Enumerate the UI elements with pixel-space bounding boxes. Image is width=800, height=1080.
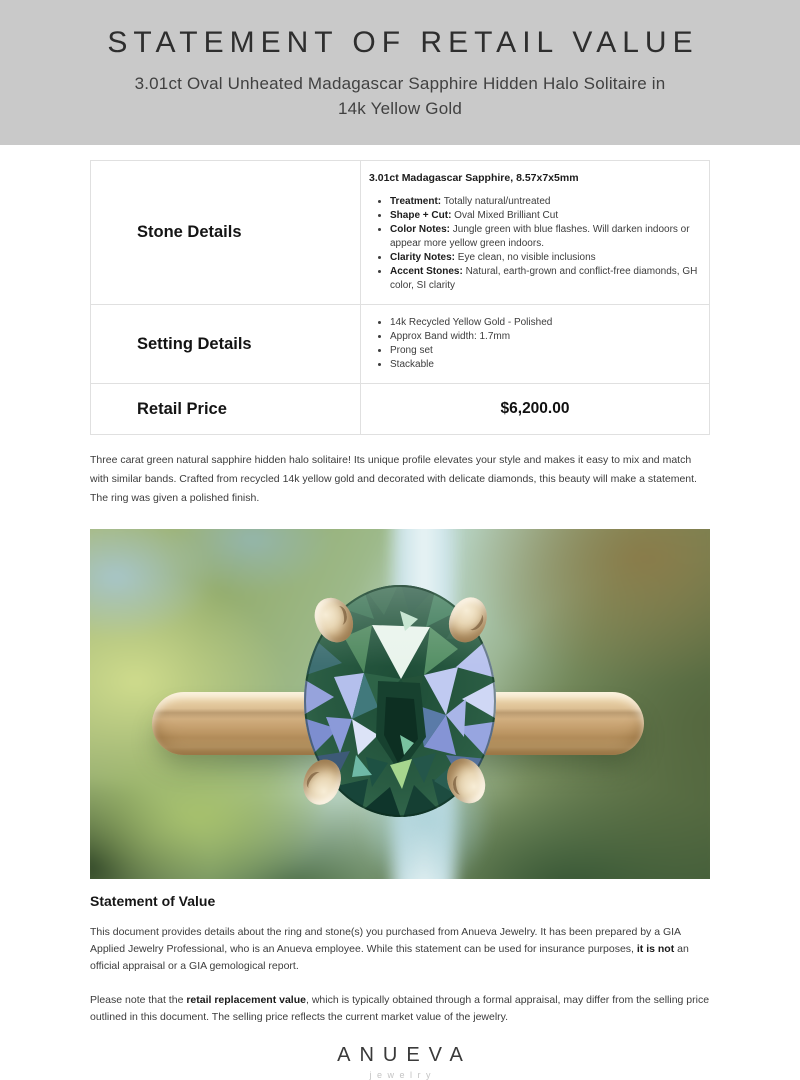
setting-details-label: Setting Details: [91, 305, 361, 384]
setting-bullet: • 14k Recycled Yellow Gold - Polished: [390, 316, 699, 330]
brand-name: ANUEVA: [337, 1044, 472, 1066]
ring-photo: [90, 529, 710, 879]
details-table: [90, 160, 710, 435]
retail-price-label: Retail Price: [91, 384, 361, 435]
subtitle-line-1: 3.01ct Oval Unheated Madagascar Sapphire Hidden Halo Solitaire in: [134, 74, 666, 93]
stone-bullet: • Shape + Cut: Oval Mixed Brilliant Cut: [390, 209, 699, 223]
table-row-stone-details: [91, 161, 710, 305]
stone-heading: 3.01ct Madagascar Sapphire, 8.57x7x5mm: [369, 172, 579, 184]
page-title: STATEMENT OF RETAIL VALUE: [107, 26, 699, 59]
setting-bullet: • Prong set: [390, 344, 699, 358]
item-description: Three carat green natural sapphire hidden halo solitaire! Its unique profile elevates your style and makes it easy to mix and match with similar bands. Crafted from recycled 14k yellow gold and decorated with delicate diamonds, this beauty will make a statement. The ring was given a polished finish.: [90, 454, 697, 504]
retail-price-value: $6,200.00: [361, 384, 710, 435]
page-subtitle: [0, 71, 800, 121]
table-row-setting-details: [91, 305, 710, 384]
stone-bullet: • Color Notes: Jungle green with blue flashes. Will darken indoors or appear more yellow green indoors.: [390, 223, 699, 251]
header-band: [0, 0, 800, 145]
stone-bullet-list: [369, 195, 699, 293]
statement-heading: Statement of Value: [90, 893, 216, 909]
table-row-retail-price: [91, 384, 710, 435]
document-body: [90, 160, 710, 1080]
statement-paragraph-1: This document provides details about the ring and stone(s) you purchased from Anueva Jewelry. It has been prepared by a GIA Applied Jewelry Professional, who is an Anueva employee. While this statement can be used for insurance purposes, it is not an official appraisal or a GIA gemological report.: [90, 926, 689, 972]
statement-paragraph-2: Please note that the retail replacement value, which is typically obtained through a formal appraisal, may differ from the selling price outlined in this document. The selling price reflects the current market value of the jewelry.: [90, 994, 710, 1023]
setting-details-value: [361, 305, 710, 384]
stone-bullet: • Accent Stones: Natural, earth-grown and conflict-free diamonds, GH color, SI clarity: [390, 265, 699, 293]
brand-tagline: jewelry: [369, 1070, 436, 1080]
statement-of-value-section: [90, 893, 710, 1026]
setting-bullet: • Approx Band width: 1.7mm: [390, 330, 699, 344]
stone-bullet: • Clarity Notes: Eye clean, no visible inclusions: [390, 251, 699, 265]
setting-bullet: • Stackable: [390, 358, 699, 372]
stone-details-label: Stone Details: [91, 161, 361, 305]
stone-details-value: [361, 161, 710, 305]
subtitle-line-2: 14k Yellow Gold: [338, 99, 462, 118]
brand-logo: [90, 1044, 710, 1080]
setting-bullet-list: [369, 316, 699, 372]
stone-bullet: • Treatment: Totally natural/untreated: [390, 195, 699, 209]
